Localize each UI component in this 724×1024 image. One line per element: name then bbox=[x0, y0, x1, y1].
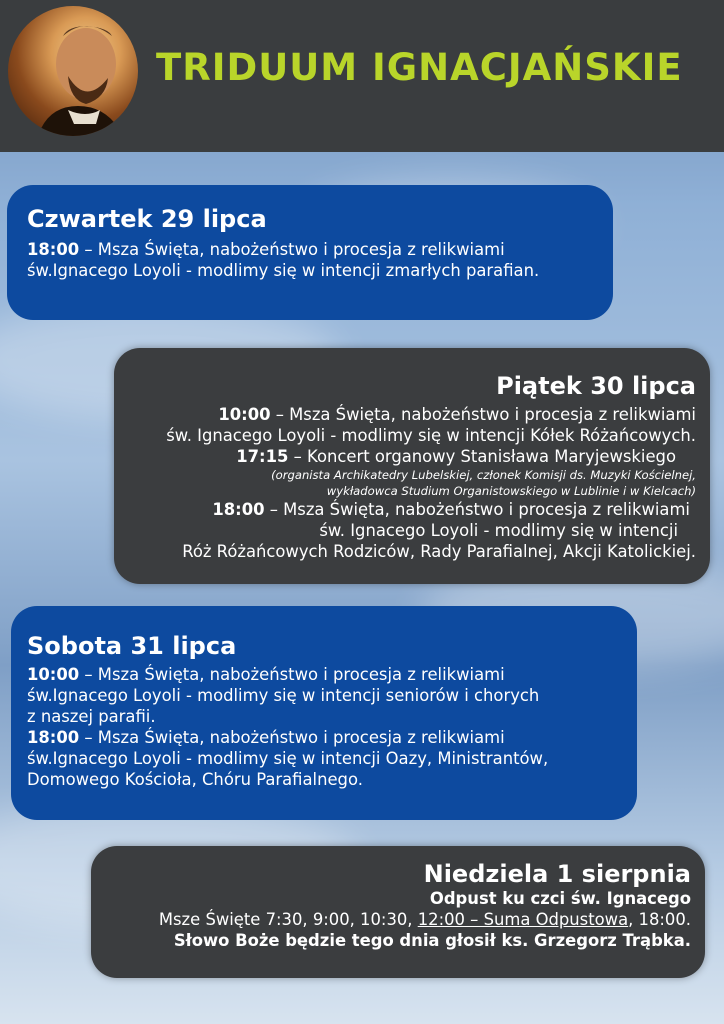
time-label: 18:00 bbox=[27, 728, 80, 747]
thursday-line: św.Ignacego Loyoli - modlimy się w intencji zmarłych parafian. bbox=[27, 261, 540, 280]
sunday-heading: Niedziela 1 sierpnia bbox=[423, 860, 691, 888]
friday-box bbox=[114, 348, 710, 584]
time-label: 18:00 bbox=[27, 240, 80, 259]
saturday-line: Domowego Kościoła, Chóru Parafialnego. bbox=[27, 770, 363, 789]
saturday-line bbox=[27, 727, 637, 748]
description-text: – Msza Święta, nabożeństwo i procesja z relikwiami bbox=[79, 728, 505, 747]
main-mass-highlight: 12:00 – Suma Odpustowa bbox=[417, 910, 629, 929]
thursday-line bbox=[27, 239, 613, 260]
saturday-line: św.Ignacego Loyoli - modlimy się w intencji seniorów i chorych bbox=[27, 686, 540, 705]
description-text: – Koncert organowy Stanisława Maryjewskiego bbox=[288, 447, 676, 466]
description-text: – Msza Święta, nabożeństwo i procesja z relikwiami bbox=[79, 240, 505, 259]
friday-line: Róż Różańcowych Rodziców, Rady Parafialnej, Akcji Katolickiej. bbox=[182, 542, 696, 561]
masses-text: , 18:00. bbox=[628, 910, 691, 929]
time-label: 10:00 bbox=[27, 665, 80, 684]
saturday-heading: Sobota 31 lipca bbox=[27, 632, 237, 660]
page-title: TRIDUUM IGNACJAŃSKIE bbox=[156, 46, 683, 89]
saint-portrait bbox=[8, 6, 138, 136]
description-text: – Msza Święta, nabożeństwo i procesja z relikwiami bbox=[79, 665, 505, 684]
friday-heading: Piątek 30 lipca bbox=[496, 372, 696, 400]
saturday-box bbox=[11, 606, 637, 820]
masses-text: Msze Święte 7:30, 9:00, 10:30, bbox=[158, 910, 418, 929]
sunday-box bbox=[91, 846, 705, 978]
description-text: – Msza Święta, nabożeństwo i procesja z relikwiami bbox=[264, 500, 690, 519]
saturday-line: św.Ignacego Loyoli - modlimy się w intencji Oazy, Ministrantów, bbox=[27, 749, 549, 768]
portrait-image bbox=[8, 6, 138, 136]
friday-line: św. Ignacego Loyoli - modlimy się w intencji Kółek Różańcowych. bbox=[166, 426, 696, 445]
friday-line bbox=[114, 404, 696, 425]
header-bar bbox=[0, 0, 724, 152]
organist-note: wykładowca Studium Organistowskiego w Lublinie i w Kielcach) bbox=[326, 484, 696, 498]
friday-line bbox=[114, 446, 696, 467]
sunday-subheading: Odpust ku czci św. Ignacego bbox=[429, 889, 691, 908]
sunday-preacher: Słowo Boże będzie tego dnia głosił ks. Grzegorz Trąbka. bbox=[173, 931, 691, 950]
time-label: 10:00 bbox=[218, 405, 271, 424]
sunday-masses bbox=[91, 909, 691, 930]
saturday-line bbox=[27, 664, 637, 685]
thursday-heading: Czwartek 29 lipca bbox=[27, 205, 267, 233]
time-label: 18:00 bbox=[212, 500, 265, 519]
friday-line: św. Ignacego Loyoli - modlimy się w intencji bbox=[319, 521, 678, 540]
organist-note: (organista Archikatedry Lubelskiej, członek Komisji ds. Muzyki Kościelnej, bbox=[271, 468, 696, 482]
description-text: – Msza Święta, nabożeństwo i procesja z relikwiami bbox=[270, 405, 696, 424]
time-label: 17:15 bbox=[236, 447, 289, 466]
thursday-box bbox=[7, 185, 613, 320]
friday-line bbox=[114, 499, 696, 520]
saturday-line: z naszej parafii. bbox=[27, 707, 156, 726]
